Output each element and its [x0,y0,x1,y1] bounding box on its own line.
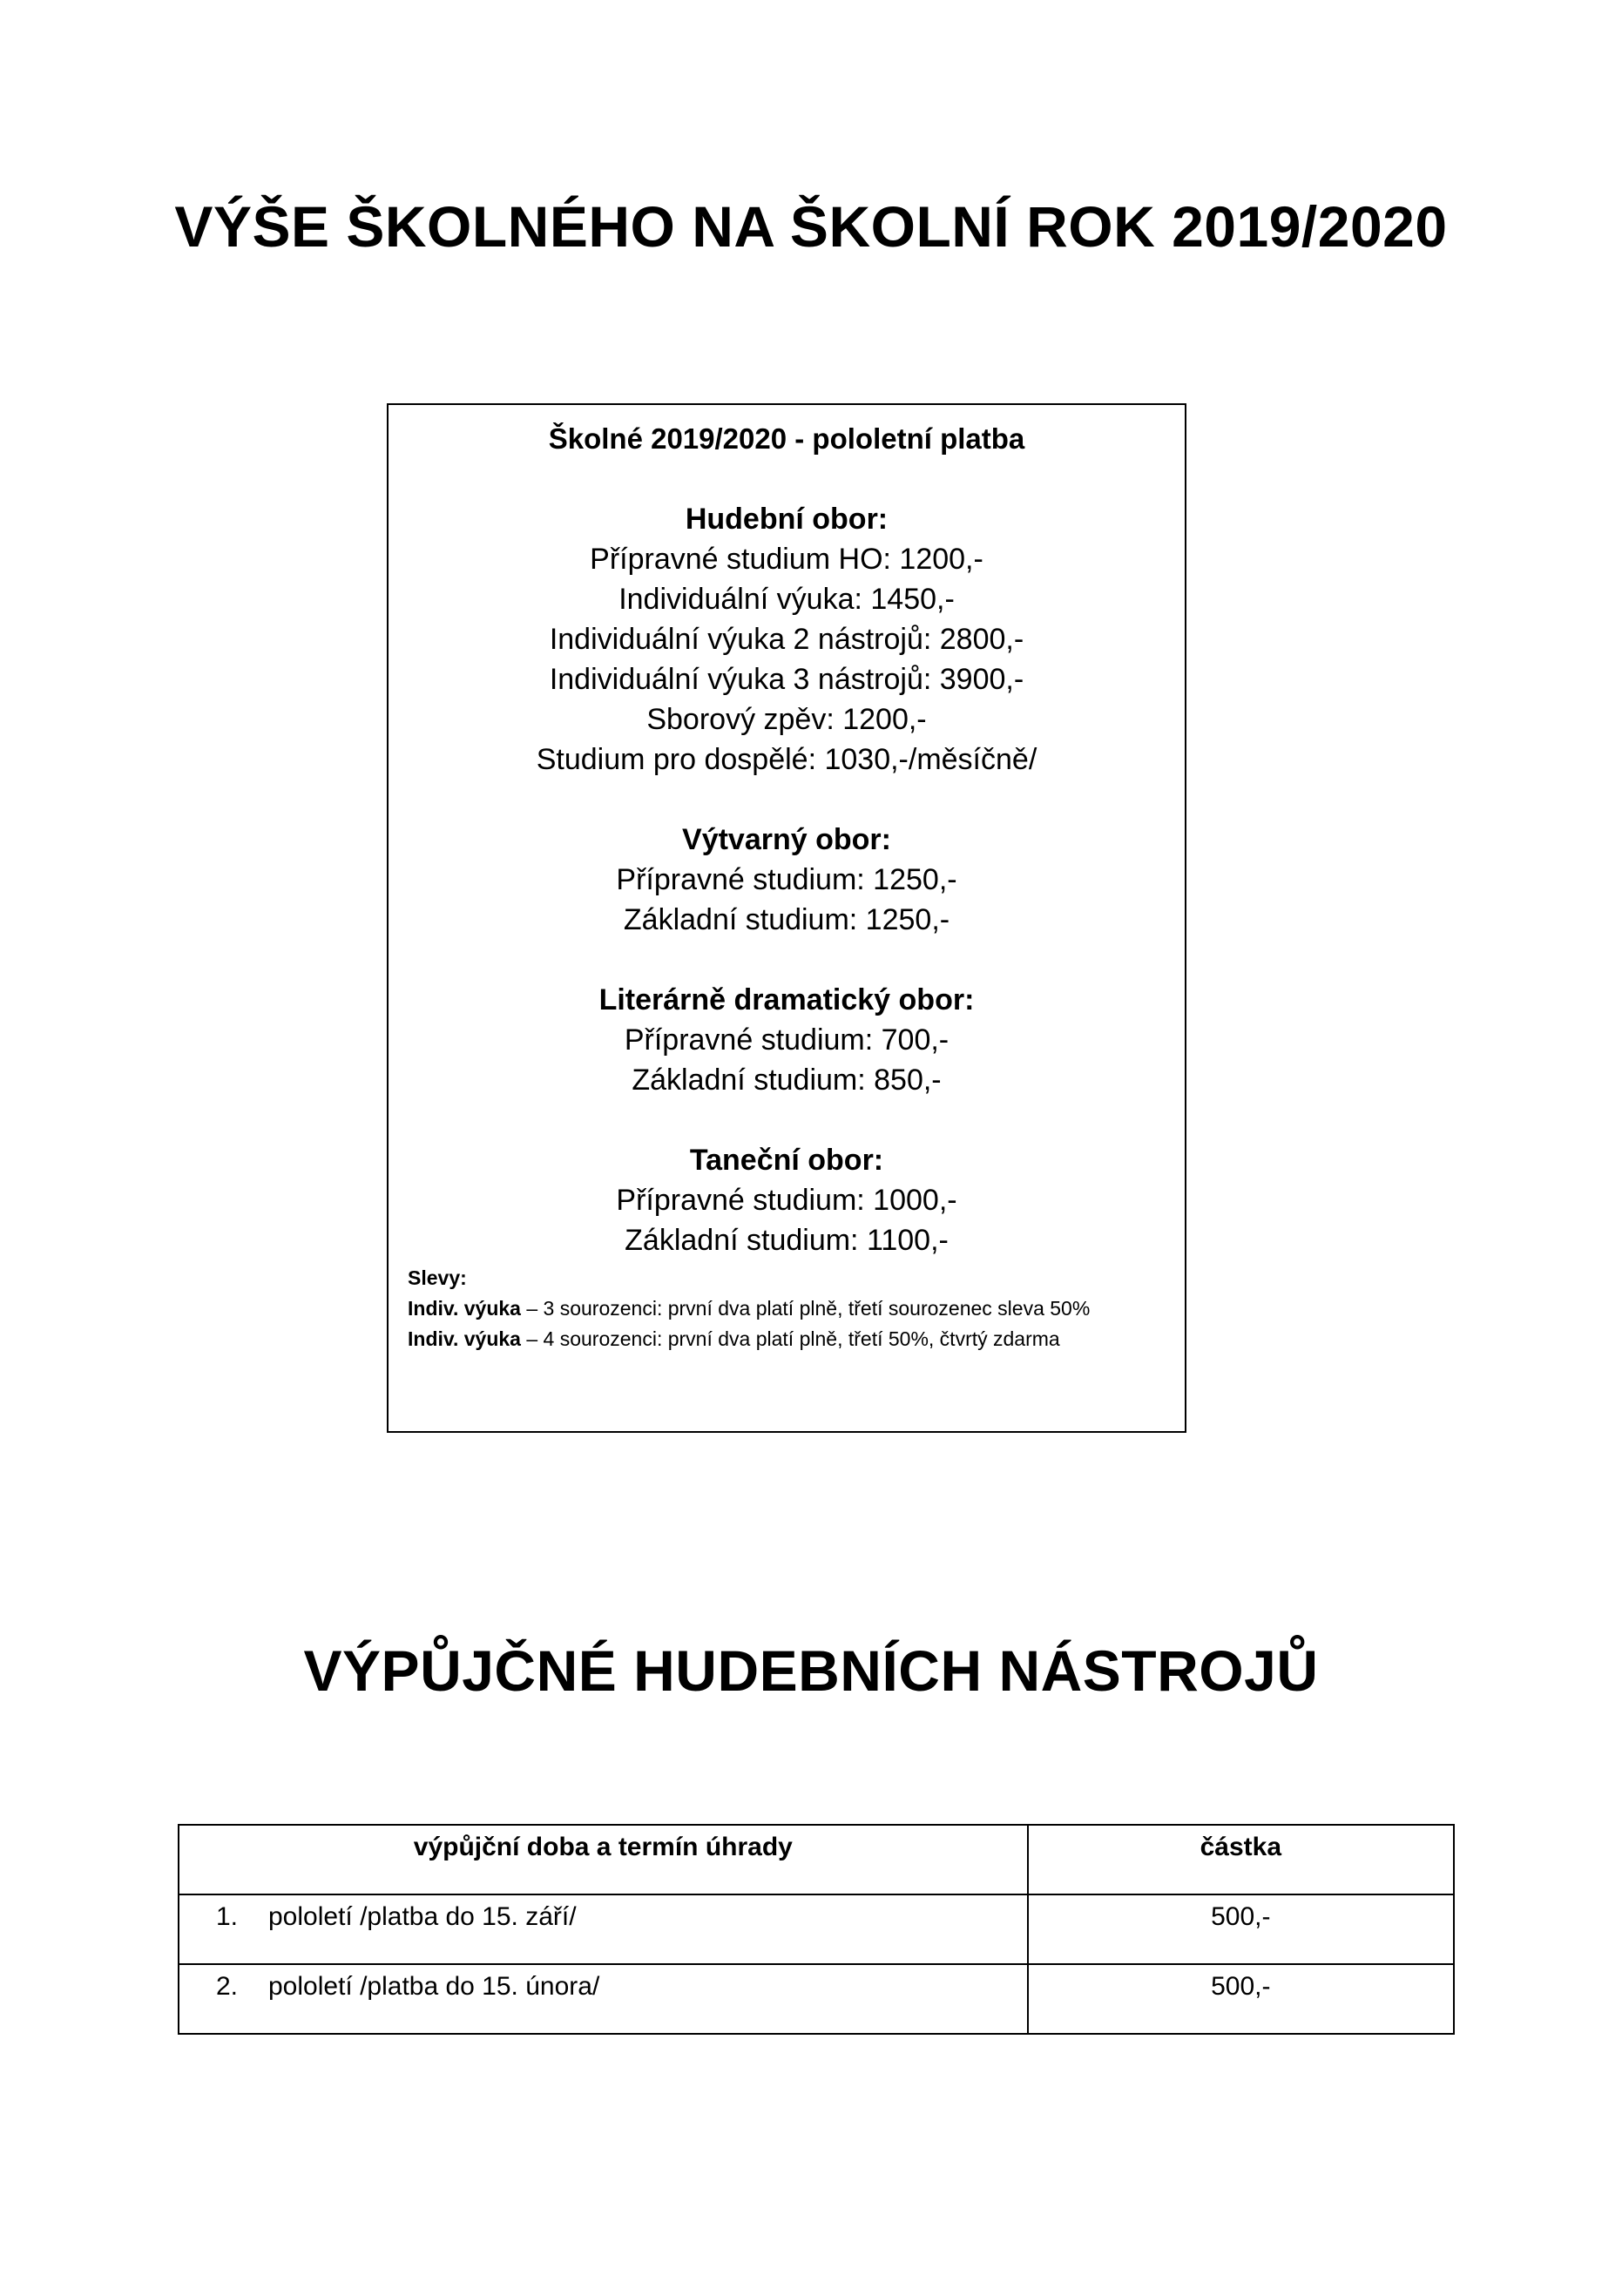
fee-item: Studium pro dospělé: 1030,-/měsíčně/ [536,743,1037,776]
period-text: pololetí /platba do 15. února/ [268,1972,600,2001]
section-heading: Taneční obor: [689,1144,884,1177]
period-cell [179,1964,1028,2034]
header-period: výpůjční doba a termín úhrady [179,1825,1028,1894]
discount-line-text: – 4 sourozenci: první dva platí plně, třetí 50%, čtvrtý zdarma [520,1327,1060,1350]
discount-line [408,1293,1176,1324]
fee-item: Přípravné studium: 700,- [624,1023,950,1057]
discount-line-bold: Indiv. výuka [408,1327,521,1350]
row-number: 1. [216,1902,239,1931]
section-heading: Literárně dramatický obor: [598,983,975,1016]
discount-line-text: – 3 sourozenci: první dva platí plně, třetí sourozenec sleva 50% [520,1297,1091,1320]
section-dance [389,1140,1185,1260]
discount-line-bold: Indiv. výuka [408,1297,521,1320]
row-number: 2. [216,1972,239,2001]
discounts-label: Slevy: [408,1266,467,1289]
fee-item: Individuální výuka 2 nástrojů: 2800,- [549,623,1024,656]
period-text: pololetí /platba do 15. září/ [268,1902,577,1931]
table-row [179,1964,1454,2034]
fee-item: Přípravné studium: 1250,- [616,863,957,896]
table-header-row [179,1825,1454,1894]
fee-item: Individuální výuka: 1450,- [618,583,955,616]
fee-item: Základní studium: 1250,- [623,903,950,936]
fee-item: Individuální výuka 3 nástrojů: 3900,- [549,663,1024,696]
fee-item: Základní studium: 850,- [632,1064,942,1097]
instrument-loan-table [178,1824,1455,2035]
fee-item: Sborový zpěv: 1200,- [646,703,927,736]
loan-section-title: VÝPŮJČNÉ HUDEBNÍCH NÁSTROJŮ [303,1638,1319,1703]
section-heading: Výtvarný obor: [682,823,891,856]
table-row [179,1894,1454,1964]
amount-cell: 500,- [1028,1964,1454,2034]
section-heading: Hudební obor: [685,503,889,536]
fee-item: Přípravné studium HO: 1200,- [590,543,983,576]
fee-item: Základní studium: 1100,- [625,1224,949,1257]
tuition-fee-box [387,403,1186,1433]
section-visual-art [389,820,1185,940]
discounts-block [408,1263,1176,1354]
section-music [389,499,1185,780]
fee-box-title: Školné 2019/2020 - pololetní platba [548,422,1025,455]
section-drama [389,980,1185,1100]
page-title: VÝŠE ŠKOLNÉHO NA ŠKOLNÍ ROK 2019/2020 [174,194,1448,259]
header-amount: částka [1028,1825,1454,1894]
period-cell [179,1894,1028,1964]
amount-cell: 500,- [1028,1894,1454,1964]
discount-line [408,1324,1176,1354]
fee-item: Přípravné studium: 1000,- [616,1184,957,1217]
